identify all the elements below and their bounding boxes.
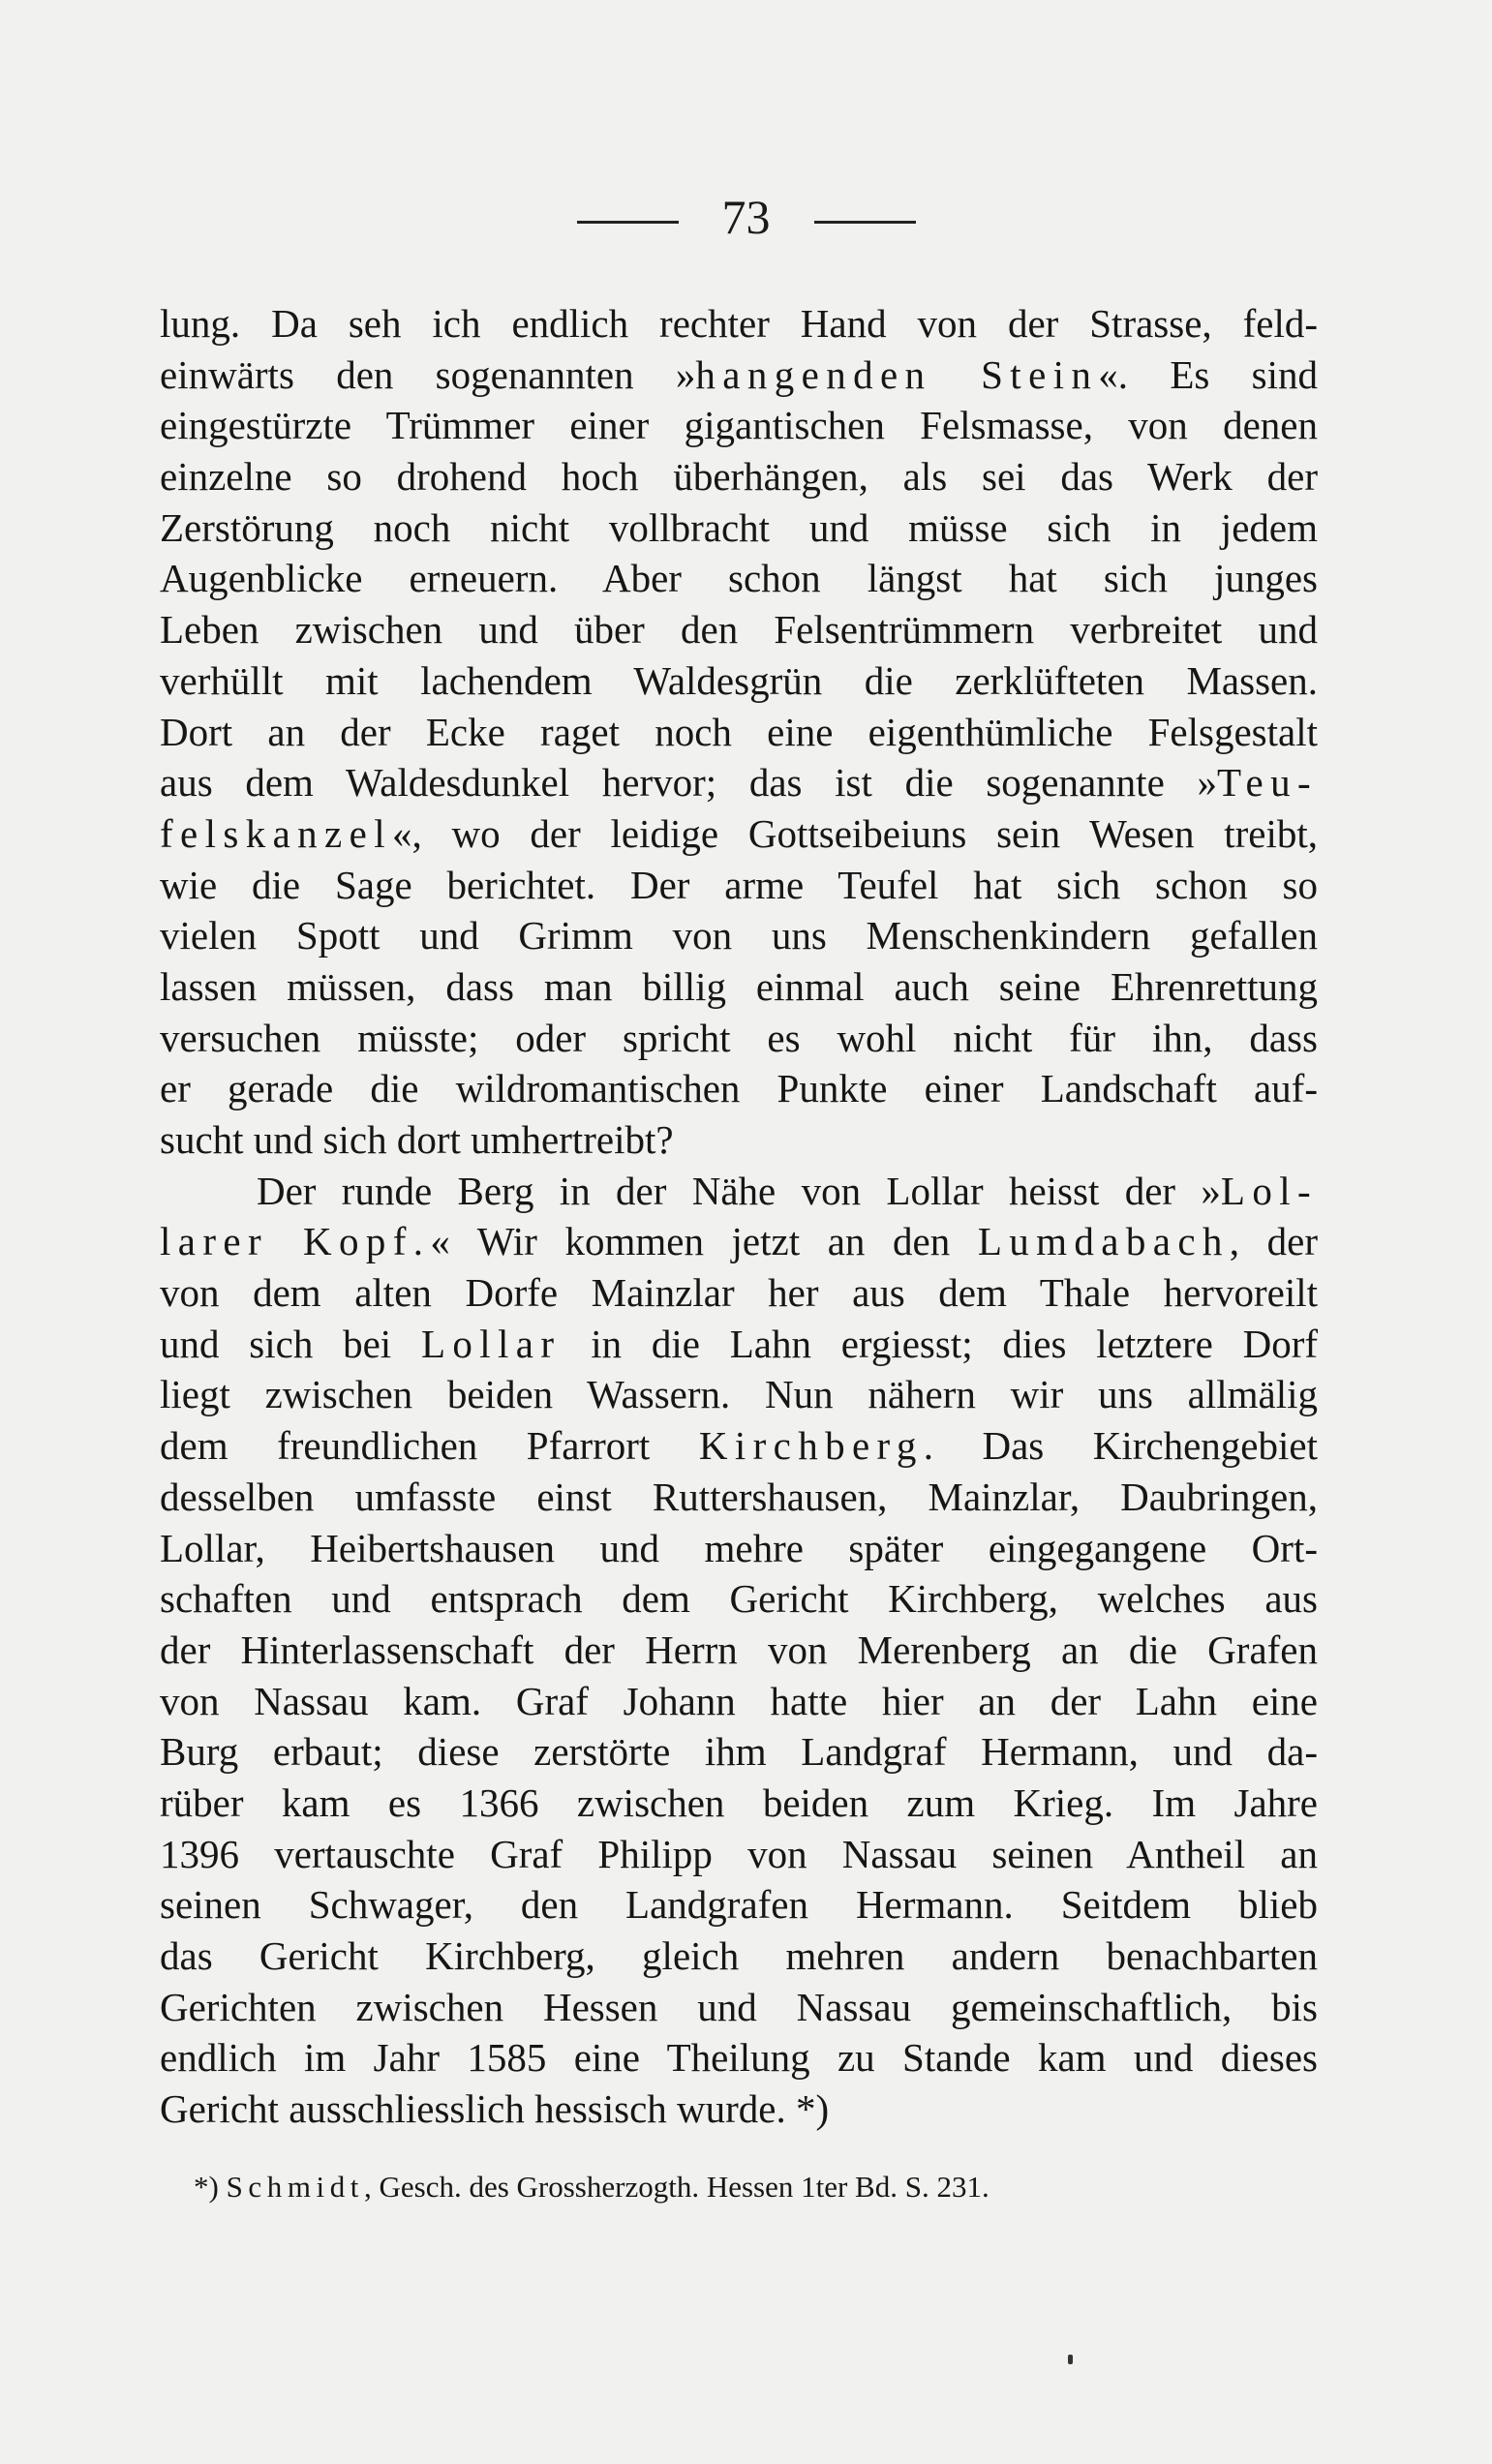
text-segment: «. Es sind [1098, 351, 1318, 397]
spaced-emphasis: Lol- [1220, 1168, 1318, 1213]
text-segment: sucht und sich dort umhertreibt? [160, 1117, 674, 1162]
spaced-emphasis: Lumdabach [977, 1219, 1230, 1264]
header-rule-right [814, 221, 916, 224]
text-segment: eingestürzte Trümmer einer gigantischen Felsmasse, von denen [160, 403, 1318, 448]
text-line [160, 298, 1318, 350]
text-line [160, 655, 1318, 707]
text-segment: Augenblicke erneuern. Aber schon längst hat sich junges [160, 556, 1318, 601]
text-segment: der Hinterlassenschaft der Herrn von Merenberg an die Grafen [160, 1627, 1318, 1672]
footnote-author: Schmidt [226, 2170, 364, 2204]
body-text [160, 298, 1318, 2135]
text-line [160, 1726, 1318, 1778]
text-segment: in die Lahn ergiesst; dies letztere Dorf [561, 1321, 1318, 1366]
text-segment: Der runde Berg in der Nähe von Lollar heisst der » [257, 1168, 1221, 1213]
spaced-emphasis: Lollar [420, 1321, 562, 1366]
text-segment: das Gericht Kirchberg, gleich mehren andern benachbarten [160, 1933, 1318, 1978]
text-line [160, 502, 1318, 554]
text-line [160, 1472, 1318, 1523]
text-segment: einzelne so drohend hoch überhängen, als sei das Werk der [160, 454, 1318, 500]
print-speck [1068, 2355, 1073, 2364]
page-header [0, 189, 1492, 245]
text-line [160, 2084, 1318, 2135]
text-line [160, 604, 1318, 655]
footnote-segment: *) [194, 2170, 227, 2204]
text-segment: aus dem Waldesdunkel hervor; das ist die sogenannte » [160, 760, 1217, 806]
text-line [160, 1319, 1318, 1370]
text-line [160, 400, 1318, 451]
text-segment: Gericht ausschliesslich hessisch wurde. *) [160, 2086, 830, 2132]
text-line [160, 1778, 1318, 1829]
text-segment: verhüllt mit lachendem Waldesgrün die zerklüfteten Massen. [160, 657, 1318, 703]
text-line [160, 2032, 1318, 2084]
text-line [160, 1676, 1318, 1727]
text-line [160, 1420, 1318, 1472]
text-segment: endlich im Jahr 1585 eine Theilung zu Stande kam und dieses [160, 2035, 1318, 2081]
text-segment: er gerade die wildromantischen Punkte einer Landschaft auf- [160, 1066, 1318, 1111]
text-segment: schaften und entsprach dem Gericht Kirchberg, welches aus [160, 1576, 1318, 1622]
text-line [160, 1369, 1318, 1420]
text-line [160, 1931, 1318, 1982]
text-segment: von dem alten Dorfe Mainzlar her aus dem Thale hervoreilt [160, 1270, 1318, 1316]
text-segment: versuchen müsste; oder spricht es wohl nicht für ihn, dass [160, 1015, 1318, 1060]
text-line [160, 1982, 1318, 2033]
text-segment: Zerstörung noch nicht vollbracht und müsse sich in jedem [160, 504, 1318, 550]
footnote [194, 2166, 1259, 2208]
text-segment: und sich bei [160, 1321, 421, 1366]
text-segment: . Das Kirchengebiet [923, 1423, 1318, 1469]
text-segment: einwärts den sogenannten » [160, 351, 696, 397]
text-segment: lung. Da seh ich endlich rechter Hand von der Strasse, feld- [160, 301, 1318, 346]
text-segment: wie die Sage berichtet. Der arme Teufel hat sich schon so [160, 862, 1318, 907]
spaced-emphasis: Kirchberg [698, 1423, 924, 1469]
text-segment: von Nassau kam. Graf Johann hatte hier an der Lahn eine [160, 1678, 1318, 1723]
text-line [160, 1166, 1318, 1217]
text-line [160, 350, 1318, 401]
text-segment: 1396 vertauschte Graf Philipp von Nassau seinen Antheil an [160, 1831, 1318, 1876]
text-segment: Lollar, Heibertshausen und mehre später eingegangene Ort- [160, 1525, 1318, 1570]
text-segment: « Wir kommen jetzt an den [430, 1219, 978, 1264]
text-line [160, 451, 1318, 502]
text-line [160, 1625, 1318, 1676]
text-line [160, 1114, 1318, 1166]
text-segment: Burg erbaut; diese zerstörte ihm Landgraf Hermann, und da- [160, 1729, 1318, 1775]
text-line [160, 757, 1318, 808]
text-line [160, 1267, 1318, 1319]
text-line [160, 553, 1318, 604]
text-segment: Gerichten zwischen Hessen und Nassau gemeinschaftlich, bis [160, 1984, 1318, 2029]
text-segment: rüber kam es 1366 zwischen beiden zum Krieg. Im Jahre [160, 1780, 1318, 1825]
text-line [160, 1879, 1318, 1931]
text-line [160, 808, 1318, 860]
spaced-emphasis: hangenden Stein [695, 351, 1099, 397]
text-segment: dem freundlichen Pfarrort [160, 1423, 699, 1469]
text-segment: , der [1229, 1219, 1318, 1264]
text-line [160, 860, 1318, 911]
text-segment: Dort an der Ecke raget noch eine eigenthümliche Felsgestalt [160, 709, 1318, 754]
spaced-emphasis: felskanzel [160, 810, 392, 856]
text-line [160, 1063, 1318, 1114]
text-segment: «, wo der leidige Gottseibeiuns sein Wesen treibt, [391, 810, 1318, 856]
text-line [160, 707, 1318, 758]
text-line [160, 910, 1318, 961]
text-segment: desselben umfasste einst Ruttershausen, Mainzlar, Daubringen, [160, 1474, 1318, 1519]
header-rule-left [577, 221, 679, 224]
text-line [160, 961, 1318, 1013]
spaced-emphasis: larer Kopf. [160, 1219, 431, 1264]
text-segment: vielen Spott und Grimm von uns Menschenkindern gefallen [160, 913, 1318, 958]
text-line [160, 1573, 1318, 1625]
spaced-emphasis: Teu- [1216, 760, 1318, 806]
page-number: 73 [721, 190, 771, 244]
text-line [160, 1523, 1318, 1574]
text-line [160, 1216, 1318, 1267]
text-segment: lassen müssen, dass man billig einmal auch seine Ehrenrettung [160, 963, 1318, 1009]
text-segment: liegt zwischen beiden Wassern. Nun nähern wir uns allmälig [160, 1372, 1318, 1417]
text-segment: seinen Schwager, den Landgrafen Hermann. Seitdem blieb [160, 1882, 1318, 1928]
footnote-segment: , Gesch. des Grossherzogth. Hessen 1ter Bd. S. 231. [363, 2170, 990, 2204]
text-segment: Leben zwischen und über den Felsentrümmern verbreitet und [160, 607, 1318, 653]
text-line [160, 1013, 1318, 1064]
text-line [160, 1829, 1318, 1880]
